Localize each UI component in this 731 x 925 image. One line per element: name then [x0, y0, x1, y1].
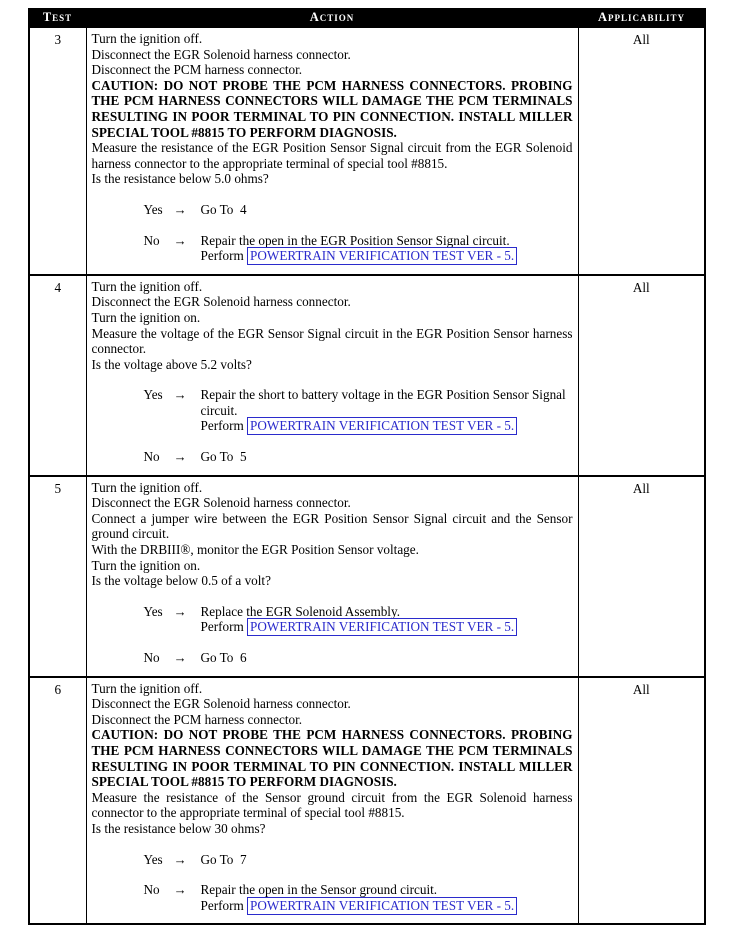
caution-text: CAUTION: DO NOT PROBE THE PCM HARNESS CONNECTORS. PROBING THE PCM HARNESS CONNECTORS WILL DAMAGE THE PCM TERMINALS RESULTING IN POOR TERMINAL TO PIN CONNECTION. INSTALL MILLER SPECIAL TOOL #8815 TO PERFORM DIAGNOSIS.: [91, 77, 573, 140]
applicability-cell: All: [578, 27, 705, 275]
action-cell: [86, 275, 578, 476]
branch-label: No: [143, 882, 160, 898]
test-row: [29, 27, 705, 275]
branch-label: No: [143, 449, 160, 465]
action-line: Turn the ignition on.: [91, 557, 201, 573]
branch-line: Go To 5: [200, 449, 247, 465]
branch-no: [144, 449, 573, 465]
action-line: Connect a jumper wire between the EGR Position Sensor Signal circuit and the Sensor ground circuit.: [91, 510, 573, 542]
arrow-icon: →: [173, 232, 187, 248]
applicability-cell: All: [578, 476, 705, 677]
action-cell: [86, 677, 578, 925]
action-line: Disconnect the PCM harness connector.: [91, 62, 303, 78]
action-line: Disconnect the PCM harness connector.: [91, 711, 303, 727]
action-line: Disconnect the EGR Solenoid harness connector.: [91, 495, 351, 511]
action-line: Turn the ignition off.: [91, 278, 203, 294]
branch-line: Repair the short to battery voltage in the EGR Position Sensor Signal circuit.: [200, 387, 569, 418]
branch-body: [201, 449, 573, 465]
arrow-icon: →: [173, 851, 187, 867]
test-number-cell: 5: [29, 476, 86, 677]
branch-yes: [144, 604, 573, 635]
branch-body: [201, 650, 573, 666]
action-line: Measure the resistance of the EGR Position Sensor Signal circuit from the EGR Solenoid harness connector to the appropriate terminal of special tool #8815.: [91, 140, 573, 171]
branch-line: Go To 7: [200, 851, 247, 867]
branch-yes: [144, 202, 573, 218]
action-line: Is the resistance below 5.0 ohms?: [91, 171, 269, 187]
action-line: Turn the ignition on.: [91, 309, 201, 325]
action-line: Is the resistance below 30 ohms?: [91, 820, 266, 836]
action-cell: [86, 476, 578, 677]
action-cell: [86, 27, 578, 275]
applicability-cell: All: [578, 677, 705, 925]
branch-label: Yes: [143, 201, 163, 217]
branch-body: [201, 852, 573, 868]
action-line: With the DRBIII®, monitor the EGR Position Sensor voltage.: [91, 542, 419, 558]
branch-line: Go To 4: [200, 201, 247, 217]
action-line: Disconnect the EGR Solenoid harness connector.: [91, 294, 351, 310]
branch-line: Perform POWERTRAIN VERIFICATION TEST VER - 5.: [201, 898, 571, 914]
branch-body: [201, 604, 573, 635]
arrow-icon: →: [173, 603, 187, 619]
table-header: [29, 9, 705, 27]
action-line: Turn the ignition off.: [91, 31, 203, 46]
branch-label: No: [143, 232, 160, 248]
action-line: Is the voltage above 5.2 volts?: [91, 356, 252, 372]
branch-yes: [144, 852, 573, 868]
test-row: [29, 476, 705, 677]
arrow-icon: →: [173, 387, 187, 403]
branch-no: [144, 650, 573, 666]
powertrain-verification-link[interactable]: POWERTRAIN VERIFICATION TEST VER - 5.: [247, 897, 517, 915]
branch-no: [144, 233, 573, 264]
branch-label: Yes: [143, 603, 163, 619]
powertrain-verification-link[interactable]: POWERTRAIN VERIFICATION TEST VER - 5.: [247, 247, 517, 265]
branch-line: Repair the open in the EGR Position Sensor Signal circuit.: [200, 232, 510, 248]
branch-body: [201, 233, 573, 264]
test-number-cell: 4: [29, 275, 86, 476]
table-body: [29, 27, 705, 924]
branch-no: [144, 882, 573, 913]
branch-label: Yes: [143, 851, 163, 867]
caution-text: CAUTION: DO NOT PROBE THE PCM HARNESS CONNECTORS. PROBING THE PCM HARNESS CONNECTORS WILL DAMAGE THE PCM TERMINALS RESULTING IN POOR TERMINAL TO PIN CONNECTION. INSTALL MILLER SPECIAL TOOL #8815 TO PERFORM DIAGNOSIS.: [91, 727, 573, 790]
powertrain-verification-link[interactable]: POWERTRAIN VERIFICATION TEST VER - 5.: [247, 417, 517, 435]
branch-line: Perform POWERTRAIN VERIFICATION TEST VER - 5.: [201, 248, 571, 264]
branch-line: Perform POWERTRAIN VERIFICATION TEST VER - 5.: [201, 619, 571, 635]
powertrain-verification-link[interactable]: POWERTRAIN VERIFICATION TEST VER - 5.: [247, 618, 517, 636]
action-line: Measure the resistance of the Sensor ground circuit from the EGR Solenoid harness connector to the appropriate terminal of special tool #8815.: [91, 789, 573, 821]
test-number-cell: 6: [29, 677, 86, 925]
action-line: Turn the ignition off.: [91, 479, 203, 495]
applicability-cell: All: [578, 275, 705, 476]
action-line: Measure the voltage of the EGR Sensor Signal circuit in the EGR Position Sensor harness connector.: [91, 325, 573, 357]
action-line: Disconnect the EGR Solenoid harness connector.: [91, 46, 351, 62]
action-line: Is the voltage below 0.5 of a volt?: [91, 573, 271, 589]
action-line: Disconnect the EGR Solenoid harness connector.: [91, 696, 351, 712]
branch-body: [201, 202, 573, 218]
branch-line: Go To 6: [200, 650, 247, 665]
test-row: [29, 677, 705, 925]
branch-body: [201, 387, 573, 434]
branch-label: Yes: [143, 387, 163, 403]
branch-line: Replace the EGR Solenoid Assembly.: [200, 603, 400, 619]
arrow-icon: →: [173, 449, 187, 465]
action-line: Turn the ignition off.: [91, 680, 203, 696]
test-row: [29, 275, 705, 476]
arrow-icon: →: [173, 650, 187, 665]
arrow-icon: →: [173, 201, 187, 217]
col-header-action: Action: [86, 9, 578, 27]
col-header-test: Test: [29, 9, 86, 27]
diagnostic-test-table: [28, 8, 706, 925]
branch-body: [201, 882, 573, 913]
branch-label: No: [143, 650, 160, 665]
branch-line: Perform POWERTRAIN VERIFICATION TEST VER - 5.: [201, 418, 571, 434]
branch-yes: [144, 387, 573, 434]
branch-line: Repair the open in the Sensor ground circuit.: [200, 882, 438, 898]
col-header-applicability: Applicability: [578, 9, 705, 27]
test-number-cell: 3: [29, 27, 86, 275]
arrow-icon: →: [173, 882, 187, 898]
